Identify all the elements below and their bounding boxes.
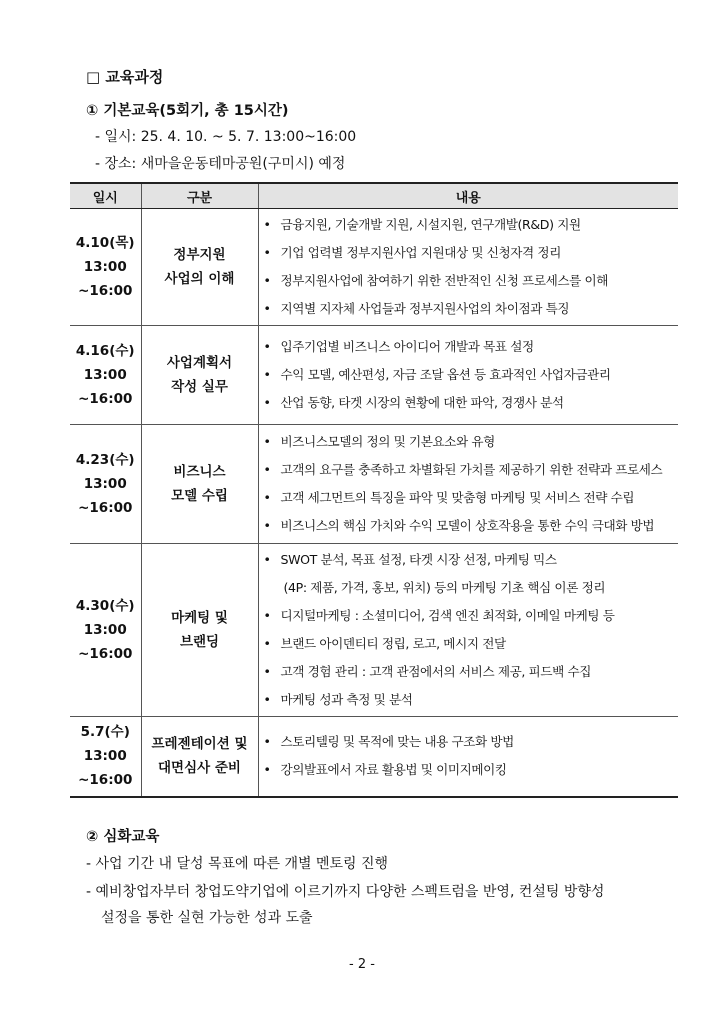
list-item — [261, 756, 679, 784]
bullet-icon: • — [263, 552, 271, 567]
list-item — [261, 728, 679, 756]
list-item — [261, 456, 679, 484]
bullet-icon: • — [263, 395, 271, 410]
list-item-text: 금융지원, 기술개발 지원, 시설지원, 연구개발(R&D) 지원 — [280, 217, 581, 232]
session-date-line: 5.7(수) — [80, 724, 130, 741]
list-item-text: 고객 세그먼트의 특징을 파악 및 맞춤형 마케팅 및 서비스 전략 수립 — [280, 490, 635, 505]
advanced-line-3: 설정을 통한 실현 가능한 성과 도출 — [101, 910, 313, 926]
basic-education-title: ① 기본교육(5회기, 총 15시간) — [86, 103, 289, 119]
list-item-text: 정부지원사업에 참여하기 위한 전반적인 신청 프로세스를 이해 — [280, 273, 609, 288]
session-category-line: 사업계획서 — [166, 355, 233, 371]
table-row — [70, 717, 678, 797]
session-date — [70, 326, 141, 425]
table-row — [70, 326, 678, 425]
session-category — [141, 326, 258, 425]
bullet-icon: • — [263, 636, 271, 651]
list-item-text: 수익 모델, 예산편성, 자금 조달 옵션 등 효과적인 사업자금관리 — [280, 367, 611, 382]
session-date-line: ~16:00 — [78, 500, 133, 516]
session-date — [70, 544, 141, 717]
content-list — [259, 331, 679, 419]
session-category-line: 마케팅 및 — [171, 610, 228, 626]
list-item-text: (4P: 제품, 가격, 홍보, 위치) 등의 마케팅 기초 핵심 이론 정리 — [283, 580, 606, 595]
list-item-text: 산업 동향, 타겟 시장의 현황에 대한 파악, 경쟁사 분석 — [280, 395, 564, 410]
list-item — [261, 546, 679, 574]
header-content: 내용 — [258, 183, 678, 209]
list-item-text: 브랜드 아이덴티티 정립, 로고, 메시지 전달 — [280, 636, 506, 651]
bullet-icon: • — [263, 245, 271, 260]
list-item — [261, 267, 679, 295]
list-item — [261, 295, 679, 323]
list-item — [261, 658, 679, 686]
session-category-line: 프레젠테이션 및 — [151, 736, 248, 753]
session-category — [141, 425, 258, 544]
bullet-icon: • — [263, 734, 271, 750]
content-list — [259, 426, 679, 542]
bullet-icon: • — [263, 367, 271, 382]
session-date-line: 13:00 — [83, 622, 127, 638]
bullet-icon: • — [263, 273, 271, 288]
list-item-text: 마케팅 성과 측정 및 분석 — [280, 692, 413, 707]
header-category: 구분 — [141, 183, 258, 209]
list-item-text: 기업 업력별 정부지원사업 지원대상 및 신청자격 정리 — [280, 245, 561, 260]
content-list — [259, 726, 679, 786]
session-content — [258, 544, 678, 717]
list-item-text: 입주기업별 비즈니스 아이디어 개발과 목표 설정 — [280, 339, 534, 354]
table-row — [70, 209, 678, 326]
session-category — [141, 544, 258, 717]
list-item — [261, 333, 679, 361]
session-date-line: 4.16(수) — [75, 343, 135, 359]
session-content — [258, 717, 678, 797]
bullet-icon: • — [263, 217, 271, 232]
session-date-line: 4.10(목) — [75, 235, 135, 251]
advanced-line-1: - 사업 기간 내 달성 목표에 따른 개별 멘토링 진행 — [86, 856, 389, 872]
session-date-line: 13:00 — [83, 748, 127, 765]
list-item — [261, 484, 679, 512]
page-number: - 2 - — [349, 957, 375, 972]
list-item — [261, 630, 679, 658]
table-row — [70, 425, 678, 544]
session-date-line: 13:00 — [83, 259, 127, 275]
session-date-line: ~16:00 — [78, 772, 133, 789]
session-date-line: 13:00 — [83, 476, 127, 492]
session-category-line: 모델 수립 — [171, 488, 228, 504]
bullet-icon: • — [263, 434, 271, 449]
list-item-text: 비즈니스모델의 정의 및 기본요소와 유형 — [280, 434, 495, 449]
session-category-line: 정부지원 — [173, 247, 226, 263]
table-row — [70, 544, 678, 717]
list-item-text: 스토리텔링 및 목적에 맞는 내용 구조화 방법 — [280, 734, 514, 750]
list-item — [261, 361, 679, 389]
bullet-icon: • — [263, 692, 271, 707]
list-item — [261, 239, 679, 267]
list-item — [261, 428, 679, 456]
list-item — [261, 574, 679, 602]
session-category-line: 작성 실무 — [171, 379, 228, 395]
list-item — [261, 512, 679, 540]
session-date-line: ~16:00 — [78, 391, 133, 407]
content-list — [259, 544, 679, 716]
advanced-line-2: - 예비창업자부터 창업도약기업에 이르기까지 다양한 스펙트럼을 반영, 컨설팅 방향성 — [86, 884, 605, 900]
bullet-icon: • — [263, 518, 271, 533]
content-list — [259, 209, 679, 325]
list-item-text: 고객 경험 관리 : 고객 관점에서의 서비스 제공, 피드백 수집 — [280, 664, 591, 679]
session-category-line: 대면심사 준비 — [158, 760, 241, 777]
advanced-education-title: ② 심화교육 — [86, 829, 160, 845]
table-header-row — [70, 183, 678, 209]
session-date-line: ~16:00 — [78, 646, 133, 662]
session-category-line: 브랜딩 — [179, 634, 220, 650]
schedule-line: - 일시: 25. 4. 10. ~ 5. 7. 13:00~16:00 — [95, 129, 357, 145]
session-date-line: 4.23(수) — [75, 452, 135, 468]
section-title: □ 교육과정 — [86, 68, 164, 86]
list-item-text: SWOT 분석, 목표 설정, 타겟 시장 선정, 마케팅 믹스 — [280, 552, 557, 567]
session-content — [258, 425, 678, 544]
session-date — [70, 209, 141, 326]
session-date-line: 13:00 — [83, 367, 127, 383]
list-item-text: 강의발표에서 자료 활용법 및 이미지메이킹 — [280, 762, 507, 778]
session-date — [70, 425, 141, 544]
session-category — [141, 209, 258, 326]
session-category — [141, 717, 258, 797]
session-category-line: 비즈니스 — [173, 464, 226, 480]
bullet-icon: • — [263, 762, 271, 778]
list-item-text: 디지털마케팅 : 소셜미디어, 검색 엔진 최적화, 이메일 마케팅 등 — [280, 608, 615, 623]
session-category-line: 사업의 이해 — [164, 271, 235, 287]
session-date — [70, 717, 141, 797]
session-content — [258, 326, 678, 425]
session-date-line: ~16:00 — [78, 283, 133, 299]
location-line: - 장소: 새마을운동테마공원(구미시) 예정 — [95, 156, 346, 172]
list-item-text: 지역별 지자체 사업들과 정부지원사업의 차이점과 특징 — [280, 301, 570, 316]
bullet-icon: • — [263, 490, 271, 505]
session-date-line: 4.30(수) — [75, 598, 135, 614]
list-item — [261, 211, 679, 239]
session-content — [258, 209, 678, 326]
bullet-icon: • — [263, 301, 271, 316]
list-item-text: 고객의 요구를 충족하고 차별화된 가치를 제공하기 위한 전략과 프로세스 — [280, 462, 663, 477]
bullet-icon: • — [263, 608, 271, 623]
header-date: 일시 — [70, 183, 141, 209]
curriculum-table — [70, 182, 678, 798]
list-item — [261, 389, 679, 417]
bullet-icon: • — [263, 664, 271, 679]
list-item-text: 비즈니스의 핵심 가치와 수익 모델이 상호작용을 통한 수익 극대화 방법 — [280, 518, 655, 533]
bullet-icon: • — [263, 462, 271, 477]
list-item — [261, 602, 679, 630]
list-item — [261, 686, 679, 714]
bullet-icon: • — [263, 339, 271, 354]
